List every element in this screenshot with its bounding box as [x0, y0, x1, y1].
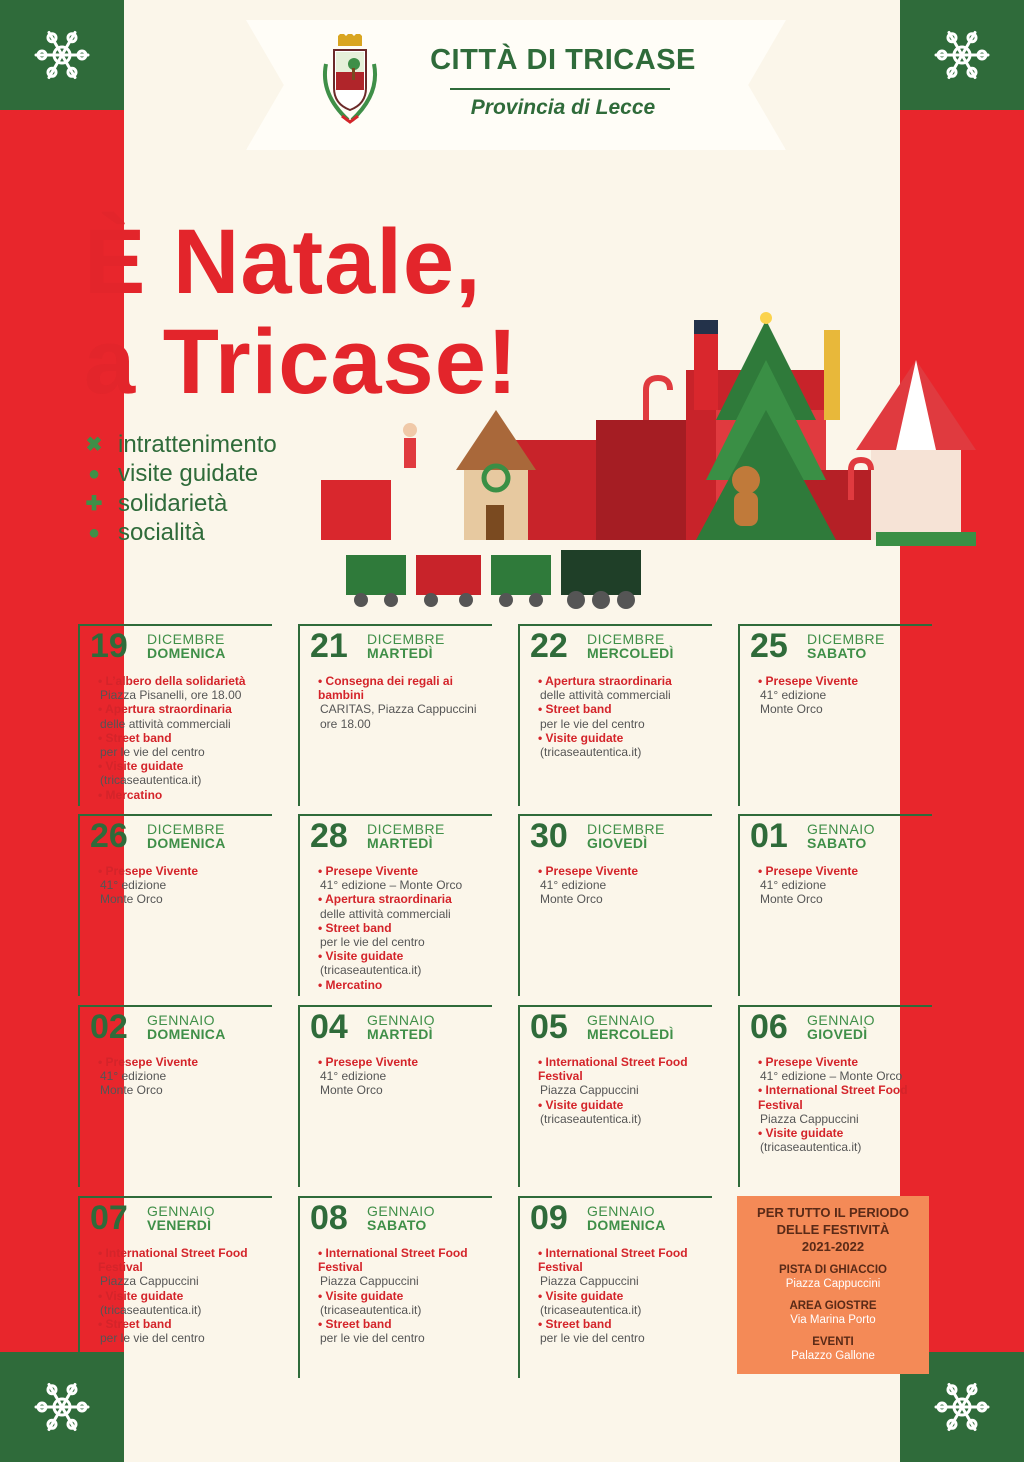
weekday-name: MERCOLEDÌ	[587, 1026, 674, 1042]
event-title: • Street band	[98, 1317, 274, 1331]
month-name: GENNAIO	[587, 1203, 656, 1219]
event-list	[318, 1055, 494, 1098]
event-list	[98, 674, 274, 802]
event-list	[98, 1055, 274, 1098]
month-name: DICEMBRE	[367, 821, 445, 837]
calendar-day-cell	[518, 1196, 712, 1378]
event-detail: (tricaseautentica.it)	[540, 1111, 642, 1126]
day-number: 19	[90, 627, 128, 665]
event-title: • International Street Food Festival	[538, 1055, 714, 1083]
event-list	[758, 674, 934, 717]
event-title: • International Street Food Festival	[758, 1083, 934, 1111]
event-detail: 41° edizione – Monte Orco	[320, 878, 463, 893]
day-number: 08	[310, 1199, 348, 1237]
info-label: EVENTI	[812, 1336, 854, 1348]
day-number: 22	[530, 627, 568, 665]
day-number: 25	[750, 627, 788, 665]
event-detail: Piazza Cappuccini	[320, 1274, 419, 1289]
calendar-day-cell	[298, 1196, 492, 1378]
event-list	[318, 864, 494, 992]
month-name: GENNAIO	[807, 1012, 876, 1028]
event-title: • Presepe Vivente	[758, 864, 934, 878]
event-title: • Visite guidate	[538, 1098, 714, 1112]
day-number: 05	[530, 1008, 568, 1046]
event-detail: (tricaseautentica.it)	[760, 1140, 862, 1155]
day-number: 21	[310, 627, 348, 665]
event-list	[758, 1055, 934, 1154]
event-title: • Apertura straordinaria	[98, 702, 274, 716]
event-title: • Apertura straordinaria	[318, 892, 494, 906]
weekday-name: GIOVEDÌ	[587, 835, 648, 851]
event-detail: ore 18.00	[320, 716, 371, 731]
event-detail: per le vie del centro	[320, 935, 425, 950]
calendar-day-cell	[518, 624, 712, 806]
theme-item	[84, 519, 277, 549]
event-list	[538, 674, 714, 759]
event-title: • Presepe Vivente	[318, 1055, 494, 1069]
event-list	[538, 864, 714, 907]
calendar-day-cell	[738, 1005, 932, 1187]
month-name: DICEMBRE	[587, 821, 665, 837]
event-title: • Street band	[538, 1317, 714, 1331]
info-heading	[737, 1204, 929, 1255]
theme-list	[84, 430, 277, 548]
event-title: • International Street Food Festival	[538, 1246, 714, 1274]
event-detail: Monte Orco	[100, 892, 163, 907]
event-title: • Presepe Vivente	[98, 1055, 274, 1069]
event-title: • Mercatino	[318, 978, 494, 992]
event-list	[98, 864, 274, 907]
calendar-day-cell	[518, 1005, 712, 1187]
calendar-day-cell	[78, 624, 272, 806]
event-detail: 41° edizione – Monte Orco	[760, 1069, 903, 1084]
event-detail: (tricaseautentica.it)	[100, 1302, 202, 1317]
event-list	[318, 1246, 494, 1345]
info-heading-line: 2021-2022	[801, 1239, 865, 1254]
event-list	[318, 674, 494, 731]
snowflake-icon	[30, 23, 94, 87]
theme-label: socialità	[118, 519, 205, 547]
theme-item	[84, 460, 277, 490]
theme-label: intrattenimento	[118, 430, 277, 458]
day-number: 28	[310, 817, 348, 855]
event-list	[538, 1246, 714, 1345]
event-title: • Presepe Vivente	[98, 864, 274, 878]
event-title: • International Street Food Festival	[98, 1246, 274, 1274]
plus-icon: ✚	[85, 493, 103, 516]
calendar-day-cell	[298, 624, 492, 806]
info-heading-line: PER TUTTO IL PERIODO	[757, 1205, 909, 1220]
event-title: • Visite guidate	[758, 1126, 934, 1140]
event-title: • Presepe Vivente	[318, 864, 494, 878]
event-title: • Apertura straordinaria	[538, 674, 714, 688]
event-detail: Piazza Pisanelli, ore 18.00	[100, 688, 242, 703]
snowflake-icon	[930, 23, 994, 87]
event-detail: 41° edizione	[100, 878, 167, 893]
month-name: GENNAIO	[147, 1203, 216, 1219]
event-title: • Presepe Vivente	[758, 674, 934, 688]
info-label: PISTA DI GHIACCIO	[779, 1264, 887, 1276]
dot-icon: ●	[87, 521, 101, 544]
event-title: • Street band	[98, 731, 274, 745]
theme-label: solidarietà	[118, 489, 228, 517]
event-title: • Visite guidate	[318, 949, 494, 963]
weekday-name: VENERDÌ	[147, 1217, 212, 1233]
weekday-name: MERCOLEDÌ	[587, 645, 674, 661]
cross-icon: ✖	[85, 434, 103, 457]
event-title: • Presepe Vivente	[758, 1055, 934, 1069]
weekday-name: DOMENICA	[147, 1026, 226, 1042]
day-number: 30	[530, 817, 568, 855]
event-title: • International Street Food Festival	[318, 1246, 494, 1274]
weekday-name: SABATO	[367, 1217, 427, 1233]
event-detail: delle attività commerciali	[540, 688, 671, 703]
theme-label: visite guidate	[118, 460, 259, 488]
month-name: DICEMBRE	[587, 631, 665, 647]
calendar-day-cell	[78, 814, 272, 996]
event-title: • Consegna dei regali ai bambini	[318, 674, 494, 702]
city-crest-logo	[316, 34, 384, 134]
day-number: 26	[90, 817, 128, 855]
calendar-day-cell	[518, 814, 712, 996]
event-title: • Visite guidate	[98, 1289, 274, 1303]
dot-icon: ●	[87, 462, 101, 485]
weekday-name: SABATO	[807, 645, 867, 661]
month-name: GENNAIO	[587, 1012, 656, 1028]
event-detail: 41° edizione	[320, 1069, 387, 1084]
weekday-name: DOMENICA	[147, 645, 226, 661]
weekday-name: DOMENICA	[147, 835, 226, 851]
event-title: • Street band	[318, 921, 494, 935]
event-detail: 41° edizione	[100, 1069, 167, 1084]
city-name: CITTÀ DI TRICASE	[430, 44, 696, 76]
info-value: Piazza Cappuccini	[785, 1278, 881, 1290]
title-line-1: È Natale,	[84, 211, 482, 313]
event-detail: per le vie del centro	[540, 716, 645, 731]
event-detail: Piazza Cappuccini	[760, 1111, 859, 1126]
info-label: AREA GIOSTRE	[789, 1300, 877, 1312]
weekday-name: SABATO	[807, 835, 867, 851]
theme-item	[84, 430, 277, 460]
event-list	[758, 864, 934, 907]
event-detail: per le vie del centro	[320, 1331, 425, 1346]
event-detail: (tricaseautentica.it)	[320, 963, 422, 978]
month-name: GENNAIO	[807, 821, 876, 837]
event-title: • Visite guidate	[98, 759, 274, 773]
event-list	[98, 1246, 274, 1345]
calendar-day-cell	[738, 814, 932, 996]
event-detail: 41° edizione	[760, 878, 827, 893]
theme-item	[84, 489, 277, 519]
event-detail: Piazza Cappuccini	[100, 1274, 199, 1289]
info-value: Palazzo Gallone	[791, 1350, 875, 1362]
info-value: Via Marina Porto	[790, 1314, 876, 1326]
day-number: 02	[90, 1008, 128, 1046]
month-name: DICEMBRE	[367, 631, 445, 647]
event-title: • Visite guidate	[538, 1289, 714, 1303]
christmas-village-illustration	[296, 300, 1006, 620]
event-detail: per le vie del centro	[100, 1331, 205, 1346]
event-detail: 41° edizione	[760, 688, 827, 703]
event-detail: (tricaseautentica.it)	[540, 745, 642, 760]
event-title: • Mercatino	[98, 788, 274, 802]
weekday-name: MARTEDÌ	[367, 1026, 433, 1042]
month-name: GENNAIO	[367, 1012, 436, 1028]
calendar-day-cell	[298, 814, 492, 996]
day-number: 04	[310, 1008, 348, 1046]
event-list	[538, 1055, 714, 1126]
weekday-name: DOMENICA	[587, 1217, 666, 1233]
event-detail: (tricaseautentica.it)	[100, 773, 202, 788]
province-name: Provincia di Lecce	[470, 96, 656, 119]
month-name: DICEMBRE	[807, 631, 885, 647]
day-number: 07	[90, 1199, 128, 1237]
weekday-name: GIOVEDÌ	[807, 1026, 868, 1042]
event-title: • Street band	[538, 702, 714, 716]
event-detail: Monte Orco	[760, 892, 823, 907]
event-detail: Piazza Cappuccini	[540, 1274, 639, 1289]
event-detail: Monte Orco	[760, 702, 823, 717]
event-detail: Monte Orco	[100, 1083, 163, 1098]
event-detail: Piazza Cappuccini	[540, 1083, 639, 1098]
corner-top-right	[900, 0, 1024, 110]
event-detail: Monte Orco	[540, 892, 603, 907]
snowflake-icon	[30, 1375, 94, 1439]
month-name: GENNAIO	[367, 1203, 436, 1219]
event-detail: 41° edizione	[540, 878, 607, 893]
event-detail: per le vie del centro	[540, 1331, 645, 1346]
header-divider	[450, 88, 670, 90]
event-detail: CARITAS, Piazza Cappuccini	[320, 702, 477, 717]
title-line-2: a Tricase!	[84, 311, 519, 413]
snowflake-icon	[930, 1375, 994, 1439]
day-number: 09	[530, 1199, 568, 1237]
month-name: DICEMBRE	[147, 821, 225, 837]
festivity-info-box	[737, 1196, 929, 1374]
event-title: • Visite guidate	[318, 1289, 494, 1303]
calendar-day-cell	[298, 1005, 492, 1187]
month-name: GENNAIO	[147, 1012, 216, 1028]
day-number: 01	[750, 817, 788, 855]
event-detail: delle attività commerciali	[100, 716, 231, 731]
day-number: 06	[750, 1008, 788, 1046]
calendar-day-cell	[78, 1196, 272, 1378]
calendar-day-cell	[78, 1005, 272, 1187]
event-detail: Monte Orco	[320, 1083, 383, 1098]
weekday-name: MARTEDÌ	[367, 835, 433, 851]
event-detail: per le vie del centro	[100, 745, 205, 760]
event-title: • L’albero della solidarietà	[98, 674, 274, 688]
event-detail: (tricaseautentica.it)	[320, 1302, 422, 1317]
weekday-name: MARTEDÌ	[367, 645, 433, 661]
event-detail: delle attività commerciali	[320, 906, 451, 921]
corner-top-left	[0, 0, 124, 110]
event-title: • Visite guidate	[538, 731, 714, 745]
event-title: • Presepe Vivente	[538, 864, 714, 878]
event-title: • Street band	[318, 1317, 494, 1331]
event-detail: (tricaseautentica.it)	[540, 1302, 642, 1317]
info-heading-line: DELLE FESTIVITÀ	[776, 1222, 890, 1237]
calendar-day-cell	[738, 624, 932, 806]
month-name: DICEMBRE	[147, 631, 225, 647]
